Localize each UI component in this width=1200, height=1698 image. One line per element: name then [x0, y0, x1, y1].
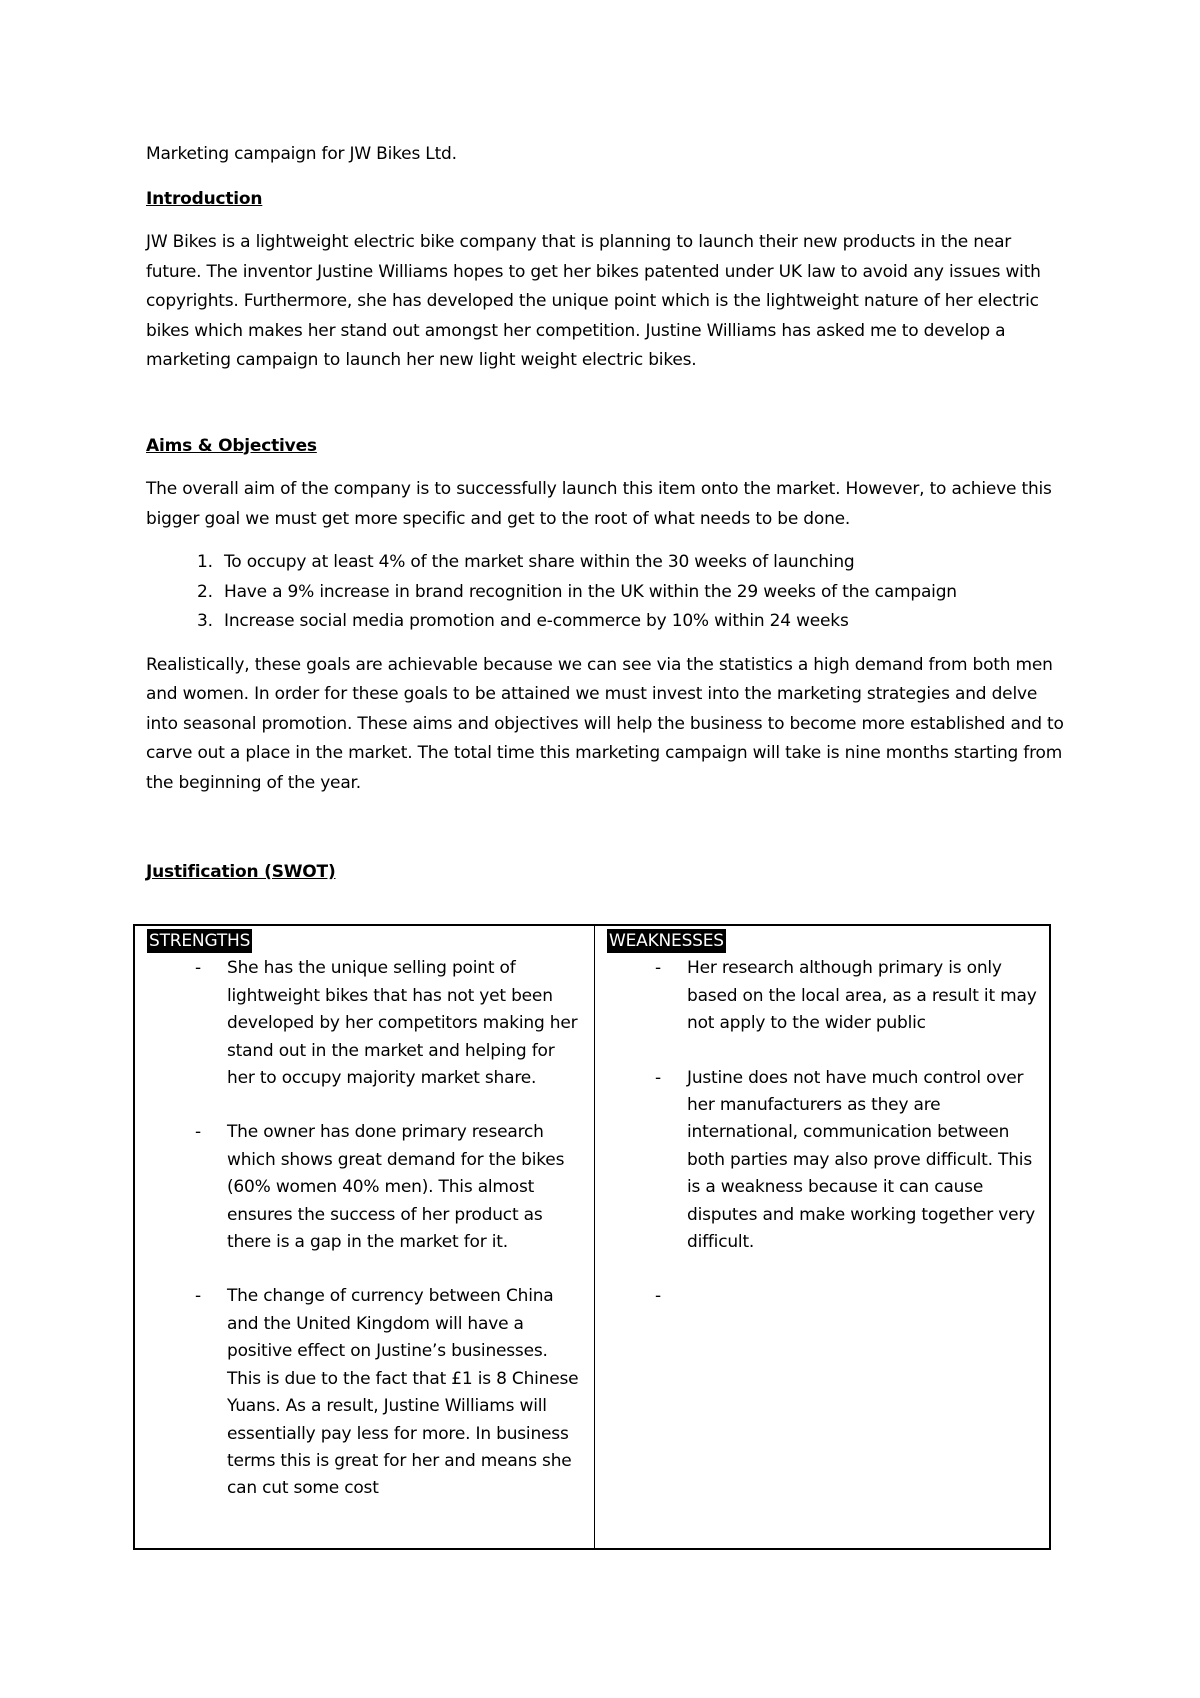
- strength-text: The change of currency between China and the United Kingdom will have a positive effect on Justine’s businesses. This is due to the fact that £1 is 8 Chinese Yuans. As a result, Justine Williams will essentially pay less for more. In business terms this is great for her and means she can cut some cost: [227, 1286, 579, 1499]
- weakness-item: [607, 1065, 1041, 1257]
- strength-item: [147, 955, 586, 1092]
- strength-text: She has the unique selling point of lightweight bikes that has not yet been developed by her competitors making her stand out in the market and helping for her to occupy majority market share.: [227, 958, 578, 1089]
- justification-heading: Justification (SWOT): [146, 862, 336, 882]
- document-title: Marketing campaign for JW Bikes Ltd.: [146, 144, 457, 164]
- objective-item: 2. Have a 9% increase in brand recognition in the UK within the 29 weeks of the campaign: [218, 578, 1066, 608]
- introduction-heading: Introduction: [146, 188, 263, 209]
- spacer: [146, 390, 1066, 432]
- strength-item: [147, 1119, 586, 1256]
- dash-bullet: -: [195, 958, 201, 979]
- weaknesses-cell: [595, 926, 1049, 1548]
- strengths-label: STRENGTHS: [149, 931, 251, 951]
- swot-table: [133, 924, 1051, 1550]
- spacer: [146, 812, 1066, 858]
- dash-bullet: -: [195, 1122, 201, 1143]
- objectives-list: [146, 548, 1066, 637]
- weakness-item: [607, 955, 1041, 1037]
- document-body: [146, 140, 1066, 902]
- dash-bullet: -: [655, 1067, 661, 1088]
- dash-bullet: -: [655, 958, 661, 979]
- weakness-text: Justine does not have much control over her manufacturers as they are international, communication between both parties may also prove difficult. This is a weakness because it can cause disputes and make working together very difficult.: [687, 1067, 1035, 1253]
- introduction-paragraph: JW Bikes is a lightweight electric bike company that is planning to launch their new products in the near future. The inventor Justine Williams hopes to get her bikes patented under UK law to avoid any issues with copyrights. Furthermore, she has developed the unique point which is the lightweight nature of her electric bikes which makes her stand out amongst her competition. Justine Williams has asked me to develop a marketing campaign to launch her new light weight electric bikes.: [146, 232, 1041, 370]
- strengths-cell: [135, 926, 595, 1548]
- objective-item: 1. To occupy at least 4% of the market share within the 30 weeks of launching: [218, 548, 1066, 578]
- dash-bullet: -: [195, 1286, 201, 1307]
- strength-item: [147, 1283, 586, 1502]
- aims-conclusion-paragraph: Realistically, these goals are achievable because we can see via the statistics a high demand from both men and women. In order for these goals to be attained we must invest into the marketing strategies and delve into seasonal promotion. These aims and objectives will help the business to become more established and to carve out a place in the market. The total time this marketing campaign will take is nine months starting from the beginning of the year.: [146, 654, 1064, 793]
- aims-heading: Aims & Objectives: [146, 435, 317, 456]
- aims-intro-paragraph: The overall aim of the company is to successfully launch this item onto the market. However, to achieve this bigger goal we must get more specific and get to the root of what needs to be done.: [146, 479, 1052, 529]
- dash-bullet: -: [655, 1286, 661, 1307]
- objective-item: 3. Increase social media promotion and e-commerce by 10% within 24 weeks: [218, 607, 1066, 637]
- strengths-list: [147, 955, 586, 1502]
- weaknesses-label: WEAKNESSES: [609, 931, 724, 951]
- weaknesses-list: [607, 955, 1041, 1307]
- strength-text: The owner has done primary research which shows great demand for the bikes (60% women 40% men). This almost ensures the success of her product as there is a gap in the market for it.: [227, 1122, 565, 1253]
- weakness-text: Her research although primary is only based on the local area, as a result it may not apply to the wider public: [687, 958, 1037, 1034]
